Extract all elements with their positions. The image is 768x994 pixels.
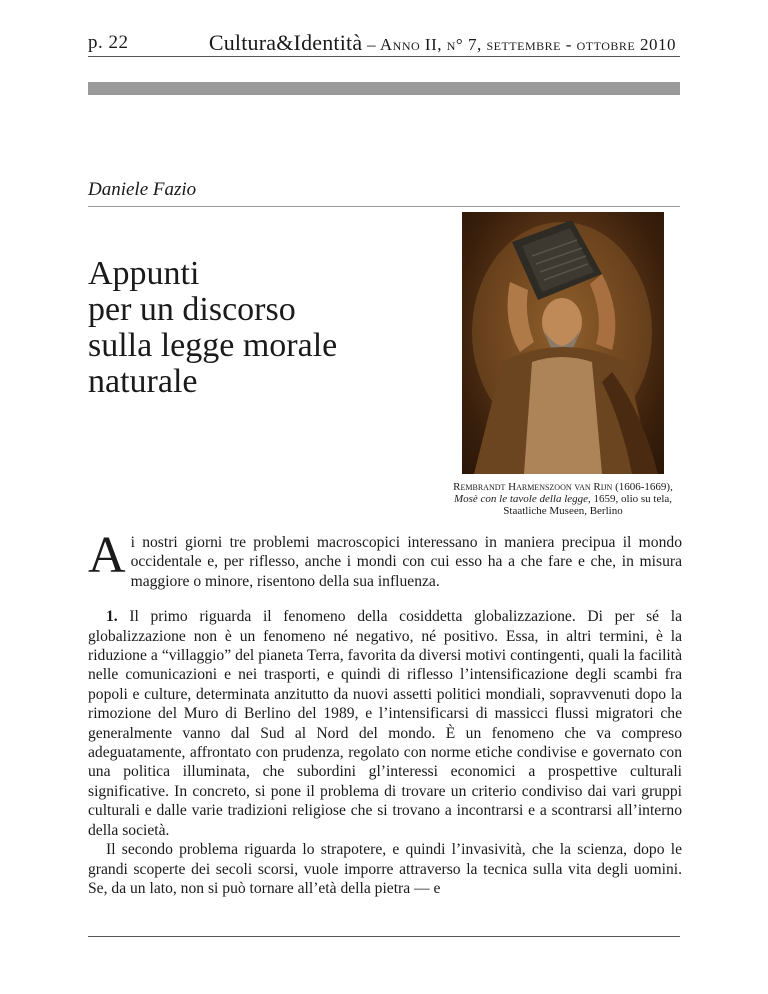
- title-line: naturale: [88, 363, 198, 400]
- title-line: per un discorso: [88, 291, 296, 328]
- intro-text: i nostri giorni tre problemi macroscopici interessano in maniera precipua il mondo occidentale e, per riflesso, anche i mondi con cui esso ha a che fare e che, in misura maggiore o minore, risentono della sua influenza.: [130, 534, 682, 590]
- journal-issue: – Anno II, n° 7, settembre - ottobre 2010: [362, 35, 676, 54]
- drop-cap: A: [88, 527, 126, 584]
- intro-paragraph: [88, 527, 682, 591]
- caption-work-title: Mosè con le tavole della legge: [453, 493, 589, 505]
- caption-dates: (1606-1669),: [612, 481, 673, 493]
- caption-details: , 1659, olio su tela, Staatliche Museen, Berlino: [503, 493, 673, 517]
- title-line: sulla legge morale: [88, 327, 338, 364]
- body-paragraph: Il secondo problema riguarda lo strapotere, e quindi l’invasività, che la scienza, dopo le grandi scoperte dei secoli scorsi, vuole imporre attraverso la tecnica sulla vita degli uomini. Se, da un lato, non si può tornare all’età della pietra — e: [88, 841, 682, 897]
- painting-illustration: [462, 212, 664, 474]
- section-number: 1.: [106, 608, 118, 626]
- journal-name: Cultura&Identità: [208, 30, 363, 55]
- paragraph-text: Il primo riguarda il fenomeno della cosiddetta globalizzazione. Di per sé la globalizzazione non è un fenomeno né negativo, né positivo. Essa, in altri termini, è la riduzione a “villaggio” del pianeta Terra, favorita da diversi motivi contingenti, quali la facilità nelle comunicazioni e nei trasporti, e quindi di riflesso l’intensificazione degli scambi fra popoli e culture, determinata anzitutto da nuovi assetti politici mondiali, sopravvenuti dopo la rimozione del Muro di Berlino del 1989, e l’intensificarsi di massicci flussi migratori che generalmente vanno dal Sud al Nord del mondo. È un fenomeno che va compreso adeguatamente, affrontato con prudenza, regolato con norme etiche condivise e governato con una politica illuminata, che subordini gl’interessi economici a prospettive culturali significative. In concreto, si pone il problema di trovare un criterio condiviso dai vari gruppi culturali e dalle varie tradizioni religiose che si trovano a incontrarsi e a scontrarsi all’interno della società.: [88, 608, 682, 839]
- moses-painting-image: [462, 212, 664, 474]
- author-rule: [88, 206, 680, 207]
- caption-artist: Rembrandt Harmenszoon van Rijn: [453, 481, 613, 493]
- footer-rule: [88, 936, 680, 937]
- article-body: [88, 527, 682, 898]
- article-author: Daniele Fazio: [88, 179, 197, 200]
- article-title: [88, 256, 428, 400]
- body-paragraph: [88, 607, 682, 840]
- page-number: p. 22: [88, 32, 129, 53]
- header-rule: [88, 56, 680, 57]
- decorative-band: [88, 82, 680, 95]
- journal-title: [209, 30, 676, 56]
- running-header: [88, 26, 680, 56]
- image-caption: [440, 481, 686, 517]
- title-line: Appunti: [88, 255, 200, 292]
